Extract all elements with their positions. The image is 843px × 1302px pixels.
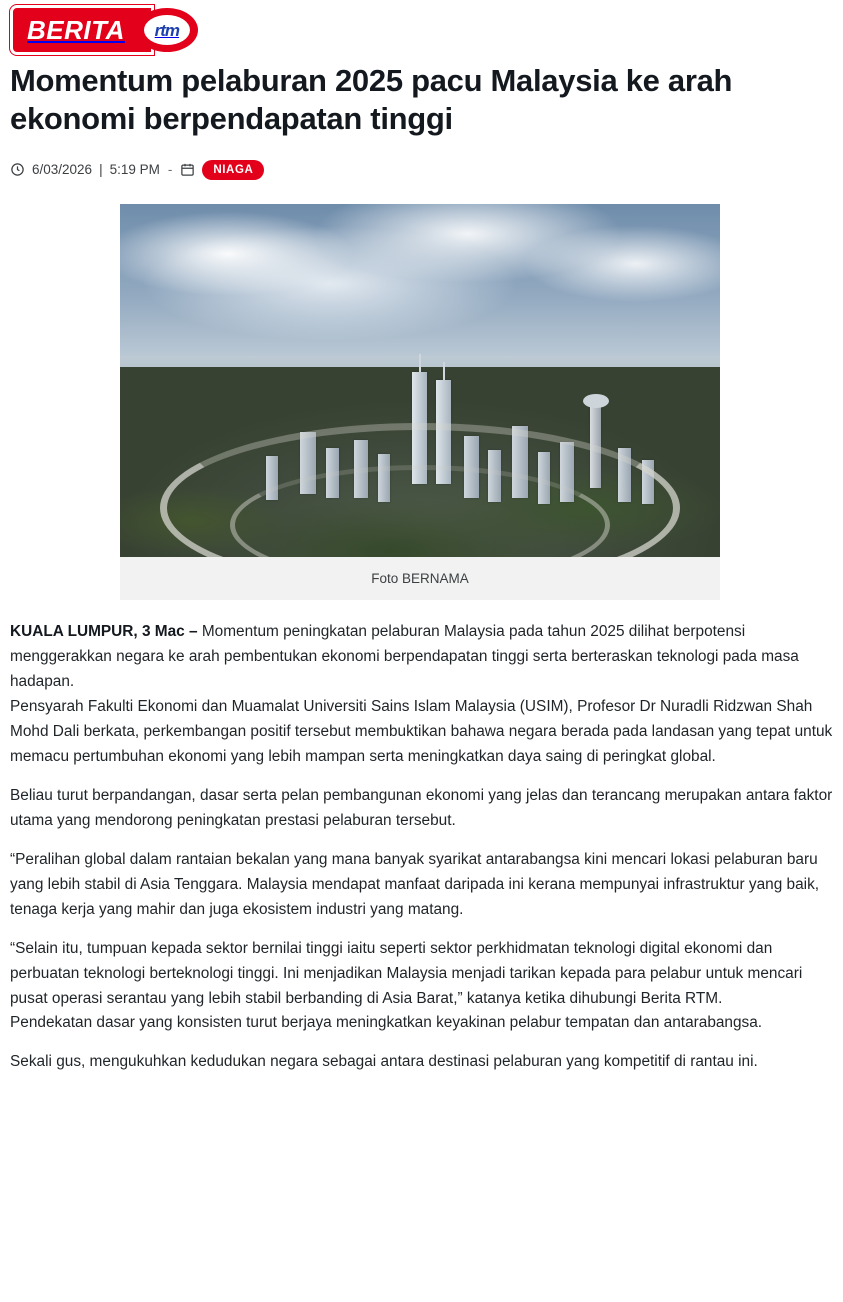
paragraph-4: “Peralihan global dalam rantaian bekalan yang mana banyak syarikat antarabangsa kini mencari lokasi pelaburan baru yang lebih stabil di Asia Tenggara. Malaysia mendapat manfaat daripada ini kerana mempunyai infrastruktur yang baik, tenaga kerja yang mahir dan juga ekosistem industri yang matang. (10, 850, 820, 918)
rtm-logo-label: rtm (154, 20, 180, 40)
site-header (10, 6, 833, 58)
article-image (120, 204, 720, 557)
paragraph-3: Beliau turut berpandangan, dasar serta pelan pembangunan ekonomi yang jelas dan terancang merupakan antara faktor utama yang mendorong peningkatan prestasi pelaburan tersebut. (10, 786, 833, 829)
paragraph-5: “Selain itu, tumpuan kepada sektor bernilai tinggi iaitu seperti sektor perkhidmatan teknologi digital ekonomi dan perbuatan teknologi berteknologi tinggi. Ini menjadikan Malaysia menjadi tarikan kepada para pelabur untuk mencari pusat operasi serantau yang lebih stabil berbanding di Asia Barat,” katanya ketika dihubungi Berita RTM. (10, 939, 803, 1007)
article-body (10, 620, 833, 1075)
rtm-logo-icon (136, 8, 198, 52)
article-figure (10, 204, 833, 600)
photo-sky (120, 204, 720, 370)
clock-icon (10, 162, 25, 177)
rtm-logo-inner (144, 15, 190, 45)
site-logo-text: BERITA (10, 5, 154, 55)
article-date: 6/03/2026 (32, 162, 93, 178)
article-dateline: KUALA LUMPUR, 3 Mac – (10, 623, 198, 641)
calendar-icon (180, 162, 195, 177)
meta-separator: - (167, 162, 173, 178)
paragraph-2: Pensyarah Fakulti Ekonomi dan Muamalat Universiti Sains Islam Malaysia (USIM), Profesor Dr Nuradli Ridzwan Shah Mohd Dali berkata, perkembangan positif tersebut membuktikan bahawa negara berada pada landasan yang tepat untuk memacu pertumbuhan ekonomi yang lebih mampan serta meningkatkan daya saing di peringkat global. (10, 697, 833, 765)
paragraph-6: Pendekatan dasar yang konsisten turut berjaya meningkatkan keyakinan pelabur tempatan dan antarabangsa. (10, 1014, 763, 1032)
figure-caption: Foto BERNAMA (120, 557, 720, 600)
site-logo[interactable] (10, 8, 198, 52)
category-badge[interactable]: NIAGA (202, 160, 264, 181)
meta-pipe: | (99, 162, 103, 178)
page-title: Momentum pelaburan 2025 pacu Malaysia ke arah ekonomi berpendapatan tinggi (10, 63, 733, 136)
figure-wrapper (120, 204, 720, 600)
article-time: 5:19 PM (109, 162, 160, 178)
article-meta (10, 160, 833, 181)
paragraph-1 (10, 620, 833, 695)
paragraph-7: Sekali gus, mengukuhkan kedudukan negara sebagai antara destinasi pelaburan yang kompetitif di rantau ini. (10, 1053, 758, 1071)
paragraph-1-text: Momentum peningkatan pelaburan Malaysia pada tahun 2025 dilihat berpotensi menggerakkan negara ke arah pembentukan ekonomi berpendapatan tinggi serta berteraskan teknologi pada masa hadapan. (10, 623, 799, 691)
